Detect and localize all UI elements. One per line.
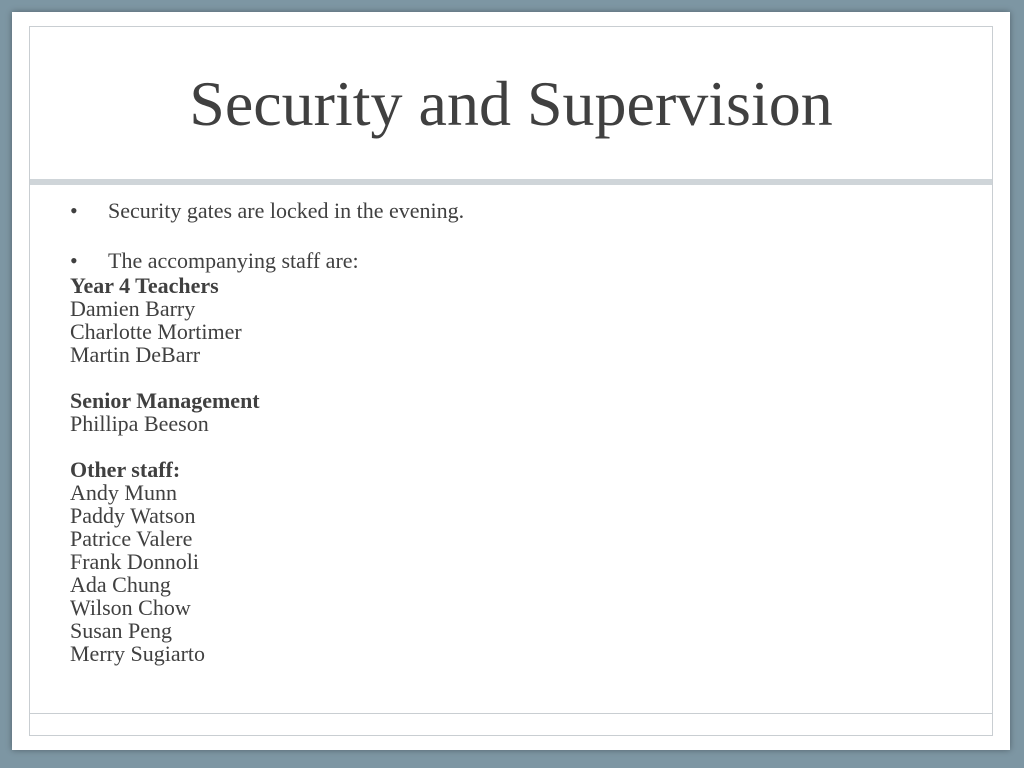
staff-name: Andy Munn <box>70 480 177 505</box>
slide-body <box>70 198 970 665</box>
staff-name: Damien Barry <box>70 296 196 321</box>
footer-divider <box>30 713 992 714</box>
group-heading: Other staff: <box>70 457 181 482</box>
bullet-item <box>70 248 970 274</box>
staff-name: Frank Donnoli <box>70 549 199 574</box>
staff-group-other <box>70 458 970 665</box>
title-divider <box>30 179 992 185</box>
group-heading: Senior Management <box>70 388 260 413</box>
staff-name: Martin DeBarr <box>70 342 201 367</box>
bullet-icon: • <box>70 248 78 273</box>
staff-name: Paddy Watson <box>70 503 196 528</box>
staff-name: Wilson Chow <box>70 595 191 620</box>
staff-name: Ada Chung <box>70 572 171 597</box>
staff-group-year4 <box>70 274 970 366</box>
bullet-text: Security gates are locked in the evening. <box>108 198 465 223</box>
staff-name: Patrice Valere <box>70 526 193 551</box>
staff-name: Merry Sugiarto <box>70 641 206 666</box>
slide-title: Security and Supervision <box>189 68 833 139</box>
staff-name: Susan Peng <box>70 618 173 643</box>
staff-name: Charlotte Mortimer <box>70 319 242 344</box>
slide <box>12 12 1010 750</box>
staff-name: Phillipa Beeson <box>70 411 209 436</box>
bullet-icon: • <box>70 198 78 223</box>
staff-group-senior-management <box>70 389 970 435</box>
bullet-item <box>70 198 970 224</box>
bullet-text: The accompanying staff are: <box>108 248 359 273</box>
group-heading: Year 4 Teachers <box>70 273 219 298</box>
